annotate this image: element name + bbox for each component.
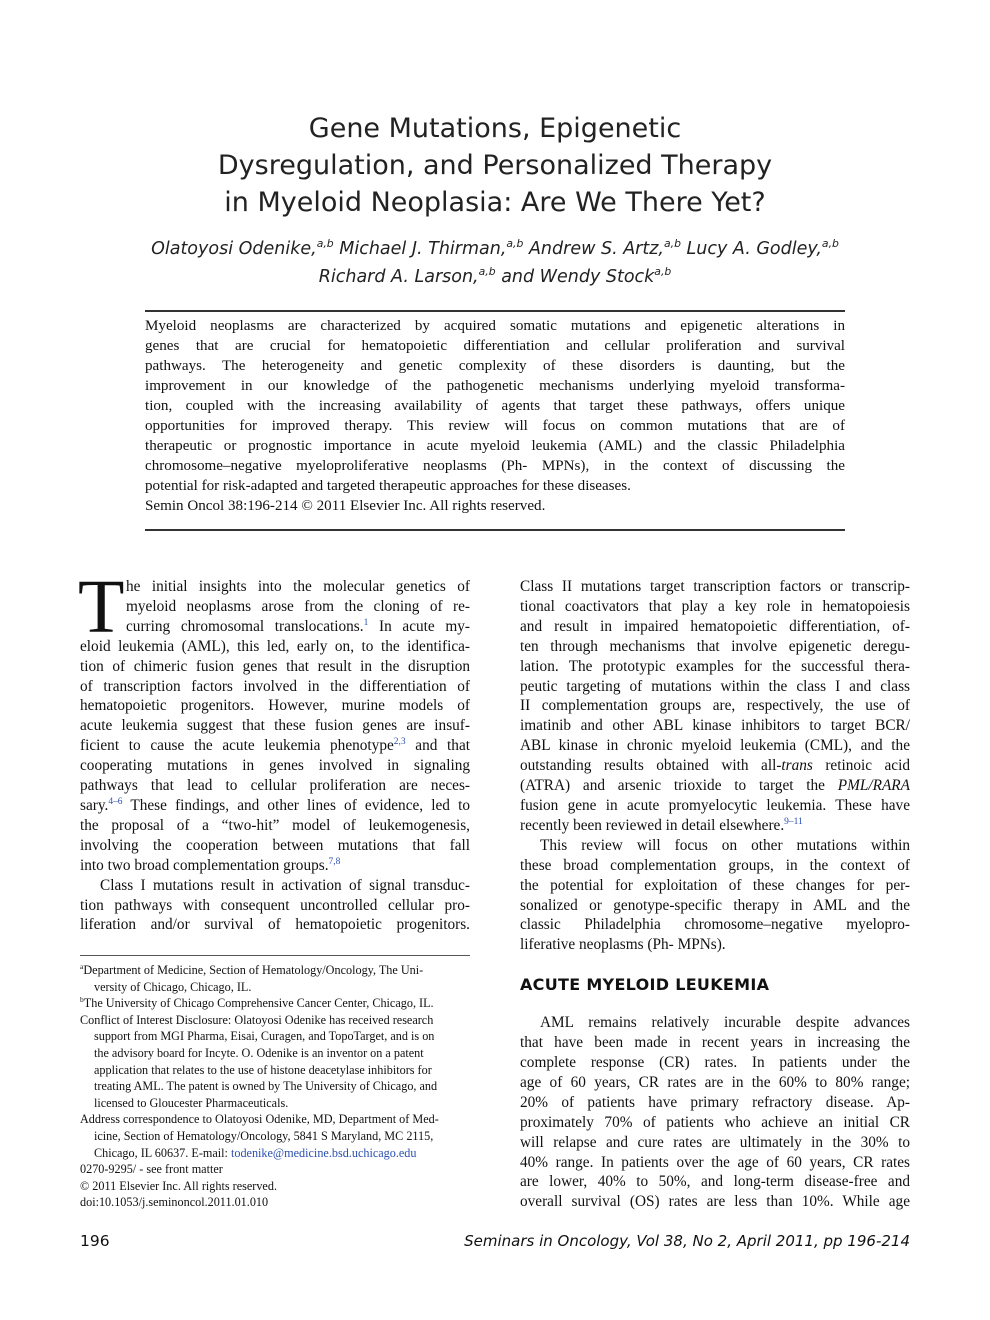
text-line: tion pathways with consequent uncontrolled cellular pro- <box>80 896 470 914</box>
text-line: he initial insights into the molecular genetics of <box>126 578 470 595</box>
author-name: Olatoyosi Odenike, <box>151 239 317 259</box>
footnote-text: versity of Chicago, Chicago, IL. <box>94 979 252 994</box>
abstract-line: potential for risk-adapted and targeted therapeutic approaches for these diseases. <box>145 478 631 494</box>
footnote-text: Department of Medicine, Section of Hematology/Oncology, The Uni- <box>83 963 424 977</box>
text-span: In acute my- <box>368 617 470 635</box>
text-span: curring chromosomal translocations. <box>126 617 364 635</box>
text-line: sonalized or genotype-specific therapy in AML and the <box>520 896 910 914</box>
author-name: Andrew S. Artz, <box>528 239 664 259</box>
text-line: Class I mutations result in activation of signal transduc- <box>100 876 470 894</box>
author-name: Michael J. Thirman, <box>339 239 507 259</box>
text-span: (ATRA) and arsenic trioxide to target the <box>520 777 838 795</box>
journal-issue: Vol 38, No 2, April 2011, pp 196-214 <box>631 1232 910 1250</box>
text-line: ABL kinase in chronic myeloid leukemia (CML), and the <box>520 737 910 755</box>
title-line: Gene Mutations, Epigenetic <box>308 113 682 144</box>
text-line: lation. The prototypic examples for the successful thera- <box>520 657 910 675</box>
footnote-text: the advisory board for Incyte. O. Odenike is an inventor on a patent <box>94 1045 424 1060</box>
abstract-line: tion, coupled with the increasing availability of agents that target these pathways, offers unique <box>145 398 845 414</box>
article-title <box>0 110 990 221</box>
footnote-text: icine, Section of Hematology/Oncology, 5841 S Maryland, MC 2115, <box>94 1128 434 1143</box>
footnote-rule <box>80 955 470 956</box>
text-line: imatinib and other ABL kinase inhibitors to target BCR/ <box>520 717 910 735</box>
author-line <box>0 263 990 291</box>
author-name: Lucy A. Godley, <box>686 239 822 259</box>
email-link[interactable]: todenike@medicine.bsd.uchicago.edu <box>230 1145 417 1160</box>
section-heading: ACUTE MYELOID LEUKEMIA <box>520 975 770 995</box>
abstract-line: improvement in our knowledge of the pathogenetic mechanisms underlying myeloid transforma- <box>145 378 845 394</box>
text-line: proximately 70% of patients who achieve an initial CR <box>520 1113 910 1131</box>
footnote-text: The University of Chicago Comprehensive Cancer Center, Chicago, IL. <box>83 996 434 1011</box>
paragraph <box>520 1013 910 1212</box>
author-affiliation: a,b <box>478 265 496 279</box>
affiliation-a <box>80 962 470 979</box>
citation-ref[interactable]: 1 <box>363 617 369 628</box>
abstract-line: chromosome–negative myeloproliferative neoplasms (Ph- MPNs), in the context of discussing the <box>145 458 845 474</box>
text-line: the proposal of a “two-hit” model of leukemogenesis, <box>80 816 470 834</box>
text-line: eloid leukemia (AML), this led, early on, to the identifica- <box>80 637 470 655</box>
text-line: and result in impaired hematopoietic differentiation, of- <box>520 617 910 635</box>
text-line: tion of chimeric fusion genes that result in the disruption <box>80 657 470 675</box>
text-span: outstanding results obtained with all- <box>520 757 782 775</box>
paragraph <box>520 577 910 836</box>
page-number: 196 <box>80 1232 110 1250</box>
affiliation-mark: b <box>80 995 84 1005</box>
footnotes <box>80 962 470 1211</box>
italic-text: PML/RARA <box>837 777 910 795</box>
text-line: tional coactivators that play a key role in hematopoiesis <box>520 597 910 615</box>
author-line <box>0 235 990 263</box>
text-line: fusion gene in acute promyelocytic leukemia. These have <box>520 796 910 814</box>
footnote-text: Address correspondence to Olatoyosi Odenike, MD, Department of Med- <box>80 1112 439 1127</box>
text-span: ficient to cause the acute leukemia phenotype <box>80 737 394 755</box>
doi: doi:10.1053/j.seminoncol.2011.01.010 <box>80 1195 269 1210</box>
abstract-line: Myeloid neoplasms are characterized by acquired somatic mutations and epigenetic alterations in <box>145 318 845 334</box>
footnote-text: support from MGI Pharma, Eisai, Curagen, and TopoTarget, and is on <box>94 1029 435 1044</box>
italic-text: trans <box>781 757 813 775</box>
affiliation-mark: a <box>80 961 84 971</box>
abstract-line: genes that are crucial for hematopoietic differentiation and cellular proliferation and survival <box>145 338 845 354</box>
footnote-text: application that relates to the use of histone deacetylase inhibitors for <box>94 1062 432 1077</box>
text-span: and that <box>405 737 470 755</box>
footnote-text: Chicago, IL 60637. E-mail: <box>94 1145 231 1160</box>
text-line: complete response (CR) rates. In patients under the <box>520 1054 910 1072</box>
left-column <box>78 565 470 935</box>
citation-ref[interactable]: 2,3 <box>393 737 406 748</box>
text-line: age of 60 years, CR rates are in the 60% to 80% range; <box>520 1073 910 1091</box>
text-line: are lower, 40% to 50%, and long-term disease-free and <box>520 1173 910 1191</box>
paragraph <box>520 836 910 955</box>
citation-ref[interactable]: 9–11 <box>784 816 803 827</box>
text-line: This review will focus on other mutations within <box>540 836 910 854</box>
text-line: the potential for exploitation of these changes for per- <box>520 876 910 894</box>
citation-ref[interactable]: 7,8 <box>328 856 341 867</box>
text-line <box>80 736 470 756</box>
journal-footer <box>464 1232 910 1250</box>
text-line: cooperating mutations in genes involved in signaling <box>80 757 470 775</box>
text-line: 40% range. In patients over the age of 60 years, CR rates <box>520 1153 910 1171</box>
text-line: liferation and/or survival of hematopoietic progenitors. <box>80 916 470 934</box>
text-line <box>520 816 910 836</box>
text-line <box>520 756 910 776</box>
issn: 0270-9295/ - see front matter <box>80 1162 223 1177</box>
text-line: myeloid neoplasms arose from the cloning of re- <box>126 597 470 615</box>
text-line: AML remains relatively incurable despite advances <box>540 1014 910 1032</box>
author-affiliation: a,b <box>663 237 681 251</box>
author-name: Richard A. Larson, <box>318 267 479 287</box>
text-line: will relapse and cure rates are ultimately in the 30% to <box>520 1133 910 1151</box>
author-name: and Wendy Stock <box>501 267 655 287</box>
abstract-citation: Semin Oncol 38:196-214 © 2011 Elsevier Inc. All rights reserved. <box>145 498 546 514</box>
text-span: sary. <box>80 796 109 814</box>
drop-cap: T <box>78 565 125 649</box>
text-line: Class II mutations target transcription factors or transcrip- <box>520 578 910 595</box>
text-line <box>80 856 470 876</box>
text-line: ten through mechanisms that involve epigenetic deregu- <box>520 637 910 655</box>
text-line: liferative neoplasms (Ph- MPNs). <box>520 936 726 954</box>
text-line: 20% of patients have primary refractory disease. Ap- <box>520 1093 910 1111</box>
text-line: hematopoietic progenitors. However, murine models of <box>80 697 470 715</box>
author-list <box>0 235 990 291</box>
text-line: pathways that lead to cellular proliferation are neces- <box>80 777 470 795</box>
text-line: of transcription factors involved in the differentiation of <box>80 677 470 695</box>
footnote-text: treating AML. The patent is owned by The University of Chicago, and <box>94 1079 438 1094</box>
abstract-line: opportunities for improved therapy. This review will focus on common mutations that are of <box>145 418 845 434</box>
intro-paragraph <box>78 565 470 876</box>
abstract-line: pathways. The heterogeneity and genetic complexity of these disorders is daunting, but the <box>145 358 845 374</box>
footnote-text: Conflict of Interest Disclosure: Olatoyosi Odenike has received research <box>80 1012 434 1027</box>
footnote-text <box>80 1145 470 1162</box>
citation-ref[interactable]: 4–6 <box>108 796 123 807</box>
abstract-line: therapeutic or prognostic importance in acute myeloid leukemia (AML) and the classic Philadelphia <box>145 438 845 454</box>
title-line: Dysregulation, and Personalized Therapy <box>217 150 773 181</box>
text-span: recently been reviewed in detail elsewhere. <box>520 816 785 834</box>
abstract-top-rule <box>145 310 845 312</box>
affiliation-b <box>80 995 470 1012</box>
text-line: peutic targeting of mutations within the class I and class <box>520 677 910 695</box>
author-affiliation: a,b <box>506 237 524 251</box>
text-line: acute leukemia suggest that these fusion genes are insuf- <box>80 717 470 735</box>
author-affiliation: a,b <box>821 237 839 251</box>
footnote-text: licensed to Gloucester Pharmaceuticals. <box>94 1095 289 1110</box>
text-line: these broad complementation groups, in the context of <box>520 856 910 874</box>
abstract-bottom-rule <box>145 529 845 531</box>
text-span: retinoic acid <box>812 757 910 775</box>
copyright: © 2011 Elsevier Inc. All rights reserved. <box>80 1178 277 1193</box>
paragraph <box>80 876 470 936</box>
text-line <box>80 617 470 637</box>
text-line: involving the cooperation between mutations that fall <box>80 836 470 854</box>
text-span: These findings, and other lines of evidence, led to <box>122 796 470 814</box>
text-line: classic Philadelphia chromosome–negative myelopro- <box>520 916 910 934</box>
author-affiliation: a,b <box>654 265 672 279</box>
text-line: II complementation groups are, respectively, the use of <box>520 697 910 715</box>
journal-name: Seminars in Oncology, <box>464 1232 632 1250</box>
author-affiliation: a,b <box>316 237 334 251</box>
abstract <box>145 316 845 516</box>
text-line: overall survival (OS) rates are less than 10%. While age <box>520 1193 910 1211</box>
text-span: into two broad complementation groups. <box>80 856 329 874</box>
text-line <box>520 776 910 796</box>
title-line: in Myeloid Neoplasia: Are We There Yet? <box>224 187 766 218</box>
text-line <box>80 796 470 816</box>
right-column <box>520 577 910 1212</box>
text-line: that have been made in recent years in increasing the <box>520 1034 910 1052</box>
